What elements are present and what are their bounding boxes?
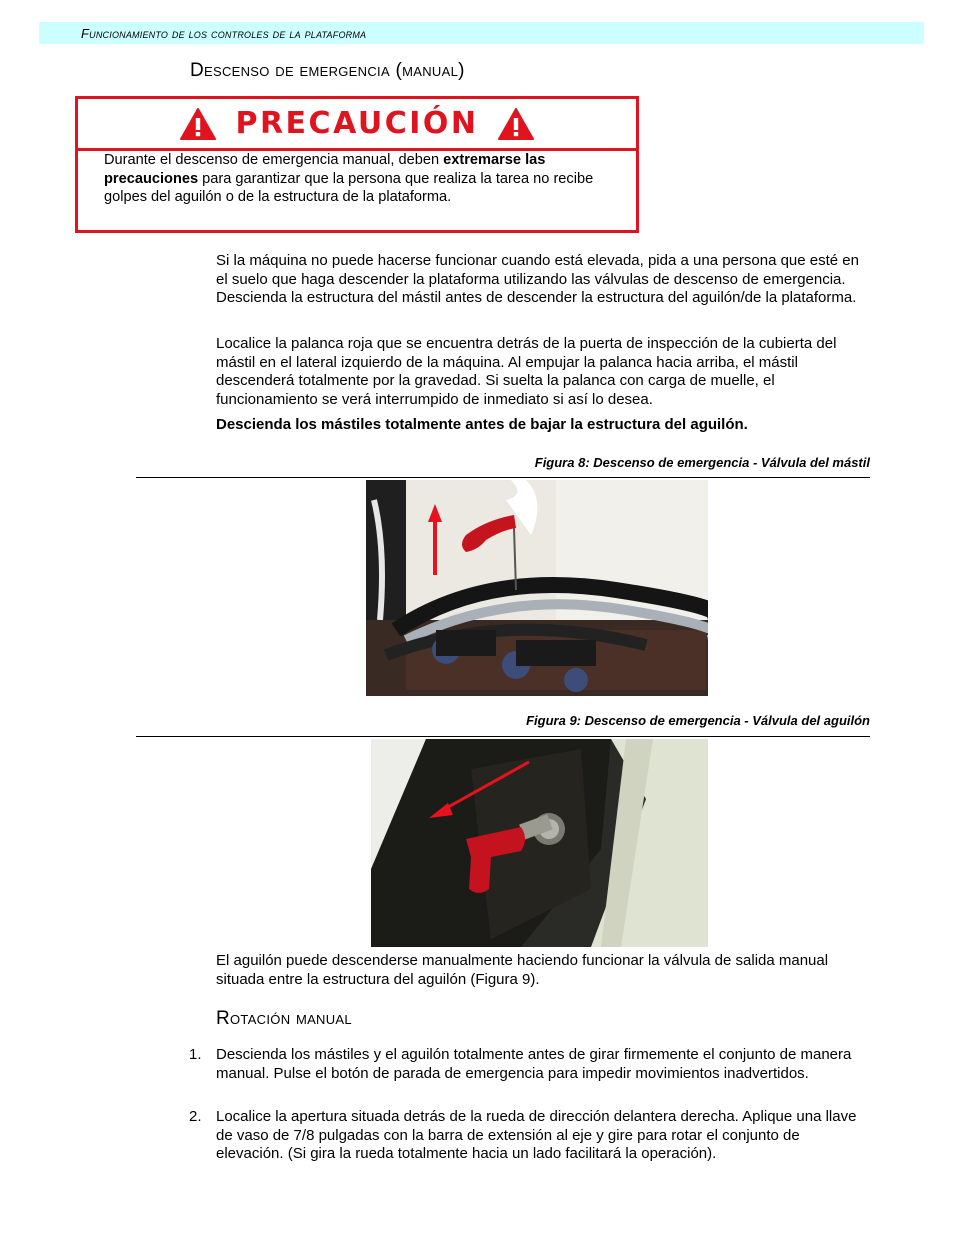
- figure-8-caption: Figura 8: Descenso de emergencia - Válvula del mástil: [534, 455, 870, 470]
- step-1-text: Descienda los mástiles y el aguilón totalmente antes de girar firmemente el conjunto de manera manual. Pulse el botón de parada de emergencia para impedir movimientos inadvertidos.: [216, 1046, 852, 1082]
- figure-9-caption: Figura 9: Descenso de emergencia - Válvula del aguilón: [526, 713, 870, 728]
- paragraph-boom-descent: El aguilón puede descenderse manualmente haciendo funcionar la válvula de salida manual situada entre la estructura del aguilón (Figura 9).: [216, 952, 829, 988]
- figure-8-rule: [136, 477, 870, 478]
- section-title-emergency-descent: Descenso de emergencia (manual): [190, 60, 465, 81]
- step-2-number: 2.: [189, 1108, 202, 1125]
- warning-triangle-icon: [497, 107, 535, 141]
- step-1-number: 1.: [189, 1046, 202, 1063]
- boom-valve-photo: [371, 739, 708, 947]
- paragraph-locate-lever: Localice la palanca roja que se encuentra detrás de la puerta de inspección de la cubierta del mástil en el lateral izquierdo de la máquina. Al empujar la palanca hacia arriba, el mástil descenderá totalmente por la gravedad. Si suelta la palanca con carga de muelle, el funcionamiento se verá interrumpido de inmediato si así lo desea.: [216, 335, 837, 408]
- caution-box: [75, 96, 639, 233]
- running-header: [39, 22, 924, 44]
- caution-text-emphasis: extremarse las precauciones: [104, 152, 546, 187]
- figure-8-photo: [366, 480, 708, 696]
- figure-9-rule: [136, 736, 870, 737]
- paragraph-warning-bold: Descienda los mástiles totalmente antes de bajar la estructura del aguilón.: [216, 416, 748, 433]
- caution-label: PRECAUCIÓN: [235, 106, 479, 141]
- caution-text: [104, 151, 604, 207]
- caution-text-start: Durante el descenso de emergencia manual, deben: [104, 152, 444, 168]
- caution-text-end: para garantizar que la persona que realiza la tarea no recibe golpes del aguilón o de la estructura de la plataforma.: [104, 170, 594, 206]
- step-2-text: Localice la apertura situada detrás de la rueda de dirección delantera derecha. Aplique una llave de vaso de 7/8 pulgadas con la barra de extensión al eje y gire para rotar el conjunto de elevación. (Si gira la rueda totalmente hacia un lado facilitará la operación).: [216, 1108, 857, 1163]
- running-header-title: Funcionamiento de los controles de la plataforma: [81, 26, 367, 41]
- section-title-manual-rotation: Rotación manual: [216, 1008, 352, 1029]
- figure-9-photo: [371, 739, 708, 947]
- caution-header: [78, 99, 636, 151]
- paragraph-intro: Si la máquina no puede hacerse funcionar cuando está elevada, pida a una persona que esté en el suelo que haga descender la plataforma utilizando las válvulas de descenso de emergencia. Descienda la estructura del mástil antes de descender la estructura del aguilón/de la plataforma.: [216, 252, 859, 307]
- warning-triangle-icon: [179, 107, 217, 141]
- mast-valve-photo: [366, 480, 708, 696]
